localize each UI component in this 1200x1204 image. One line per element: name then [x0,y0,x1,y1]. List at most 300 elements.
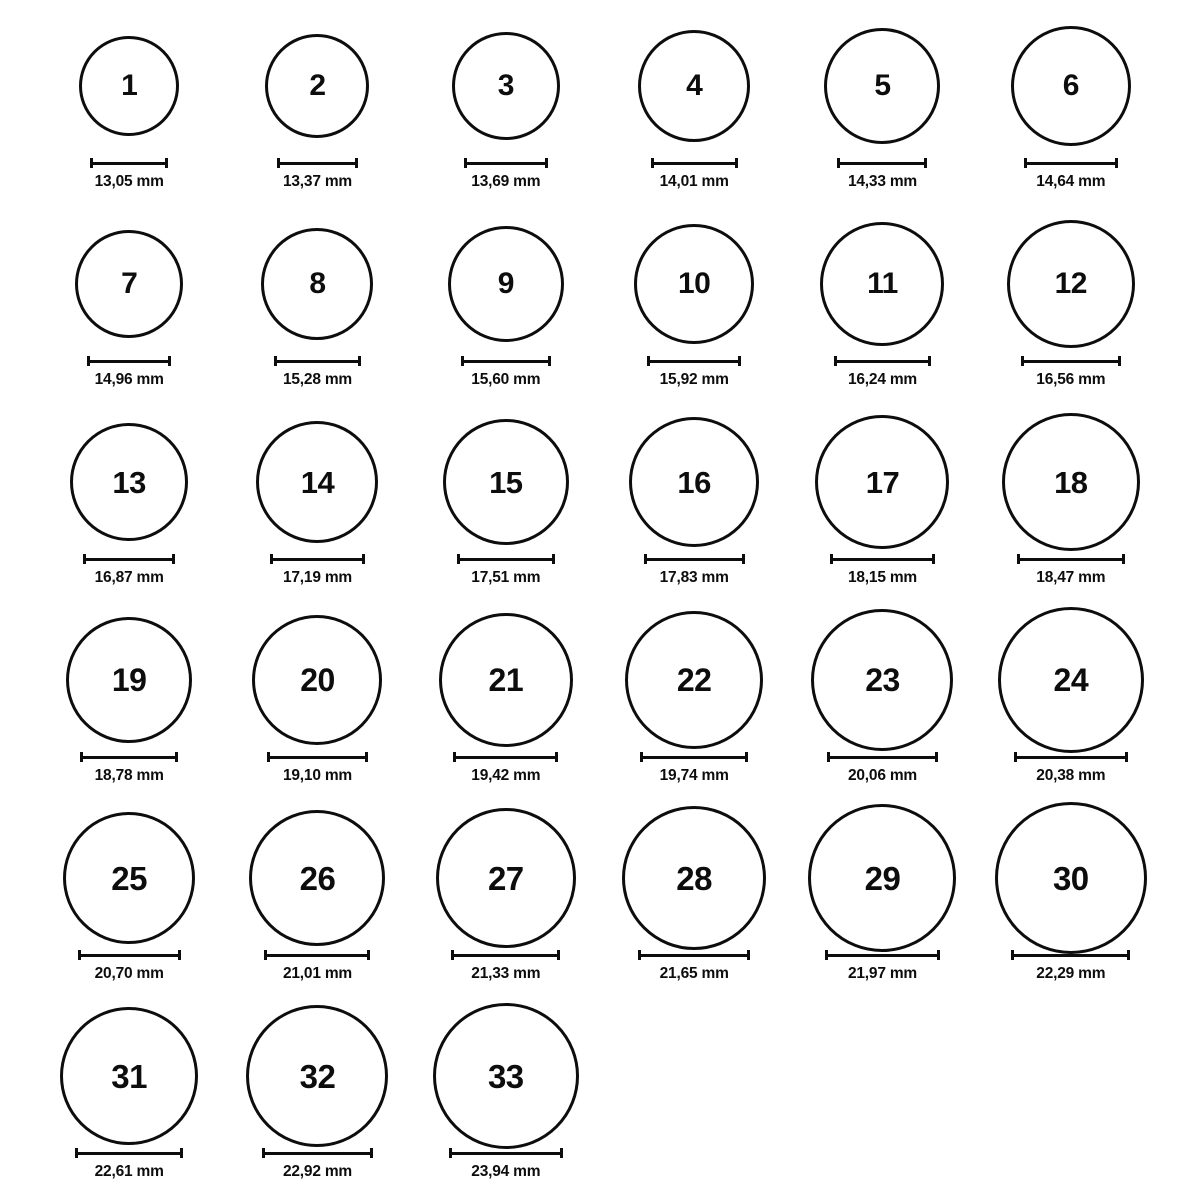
ruler-bar [87,360,171,363]
diameter-ruler-icon [827,752,938,762]
ring-circle-wrap [70,412,188,552]
ring-circle-wrap [638,16,750,156]
ring-measure [78,950,181,983]
ring-size-number: 14 [300,464,335,500]
ruler-end-cap-left [270,554,273,564]
ring-circle-wrap [75,214,183,354]
ring-measure [1024,158,1118,191]
ring-circle [66,617,192,743]
ring-circle-wrap [622,808,766,948]
ruler-end-cap-left [827,752,830,762]
ring-measure [1017,554,1125,587]
ring-circle-wrap [443,412,569,552]
ring-circle-wrap [63,808,195,948]
ring-measure [834,356,931,389]
ruler-end-cap-left [277,158,280,168]
ring-circle [808,804,956,952]
ruler-end-cap-right [548,356,551,366]
ruler-end-cap-left [651,158,654,168]
ring-size-cell [977,412,1165,610]
ring-measure [461,356,551,389]
ruler-end-cap-right [555,752,558,762]
diameter-label: 17,51 mm [471,569,541,586]
ring-circle [75,230,183,338]
ruler-end-cap-right [358,356,361,366]
ruler-end-cap-right [370,1148,373,1158]
ring-circle [998,607,1144,753]
ruler-bar [1021,360,1121,363]
ring-circle [433,1003,579,1149]
ruler-end-cap-right [928,356,931,366]
ruler-end-cap-left [87,356,90,366]
diameter-label: 17,19 mm [282,569,353,586]
ring-circle-wrap [256,412,378,552]
diameter-ruler-icon [830,554,935,564]
ruler-bar [825,954,940,957]
ruler-bar [1014,756,1128,759]
ruler-end-cap-left [449,1148,452,1158]
diameter-label: 16,24 mm [847,371,918,388]
ruler-end-cap-left [1011,950,1014,960]
ring-circle [815,415,949,549]
ring-circle [638,30,750,142]
ruler-end-cap-left [453,752,456,762]
ring-size-number: 1 [121,69,138,102]
ring-circle-wrap [1011,16,1131,156]
ring-measure [837,158,927,191]
diameter-ruler-icon [80,752,178,762]
ruler-end-cap-left [647,356,650,366]
ring-size-number: 32 [299,1057,336,1095]
ring-size-number: 15 [489,464,523,500]
diameter-ruler-icon [274,356,361,366]
ruler-end-cap-left [267,752,270,762]
ruler-end-cap-right [924,158,927,168]
diameter-label: 18,15 mm [847,569,918,586]
ring-size-number: 24 [1053,662,1089,698]
ring-size-number: 28 [676,859,713,897]
diameter-label: 16,87 mm [94,569,164,586]
ring-size-cell [412,610,600,808]
ring-size-number: 29 [864,859,901,897]
diameter-label: 20,70 mm [94,965,164,982]
ring-circle-wrap [1002,412,1140,552]
ring-circle-wrap [246,1006,388,1146]
diameter-ruler-icon [264,950,370,960]
diameter-ruler-icon [262,1148,373,1158]
ruler-end-cap-left [834,356,837,366]
diameter-label: 21,97 mm [847,965,918,982]
ring-measure [464,158,548,191]
ring-circle-wrap [252,610,382,750]
diameter-label: 15,92 mm [659,371,729,388]
diameter-ruler-icon [75,1148,183,1158]
diameter-ruler-icon [277,158,358,168]
diameter-label: 19,42 mm [471,767,541,784]
diameter-ruler-icon [1021,356,1121,366]
ring-measure [80,752,178,785]
diameter-label: 22,29 mm [1036,965,1106,982]
diameter-ruler-icon [453,752,558,762]
ruler-bar [1011,954,1130,957]
diameter-label: 14,64 mm [1036,173,1106,190]
ring-size-number: 9 [497,267,514,300]
ring-measure [453,752,558,785]
ruler-end-cap-left [457,554,460,564]
ring-size-grid [35,0,1165,1204]
diameter-ruler-icon [825,950,940,960]
ring-circle [261,228,373,340]
ruler-bar [449,1152,563,1155]
ring-size-cell [35,214,223,412]
diameter-ruler-icon [837,158,927,168]
ruler-bar [651,162,738,165]
ruler-end-cap-right [175,752,178,762]
ruler-bar [80,756,178,759]
diameter-ruler-icon [1024,158,1118,168]
diameter-label: 20,06 mm [847,767,918,784]
ring-size-number: 3 [497,69,514,102]
diameter-label: 19,74 mm [659,767,729,784]
ruler-end-cap-right [738,356,741,366]
ring-circle [448,226,564,342]
ruler-bar [461,360,551,363]
ruler-bar [75,1152,183,1155]
ring-circle [70,423,188,541]
ruler-end-cap-right [932,554,935,564]
ruler-end-cap-left [837,158,840,168]
ruler-end-cap-right [1127,950,1130,960]
ring-circle [1011,26,1131,146]
ring-measure [267,752,368,785]
ruler-bar [464,162,548,165]
ring-measure [640,752,748,785]
ring-measure [270,554,365,587]
ring-circle [811,609,953,751]
ring-size-cell [788,808,976,1006]
diameter-ruler-icon [1011,950,1130,960]
ruler-end-cap-right [365,752,368,762]
ring-size-cell [35,16,223,214]
diameter-label: 20,38 mm [1036,767,1106,784]
ring-size-cell [788,412,976,610]
ring-size-number: 16 [677,464,711,500]
ring-circle [824,28,940,144]
ruler-end-cap-left [640,752,643,762]
ruler-bar [264,954,370,957]
ring-circle-wrap [634,214,754,354]
ruler-bar [457,558,555,561]
ring-measure [830,554,935,587]
ring-circle [60,1007,198,1145]
ring-circle [439,613,573,747]
ruler-bar [827,756,938,759]
ruler-end-cap-left [461,356,464,366]
ring-measure [638,950,750,983]
ring-size-number: 25 [111,859,148,897]
ring-circle [443,419,569,545]
ruler-end-cap-right [355,158,358,168]
ring-measure [90,158,168,191]
ring-size-cell [35,808,223,1006]
ring-size-cell [412,412,600,610]
ring-size-cell [412,808,600,1006]
ruler-end-cap-right [742,554,745,564]
diameter-label: 13,37 mm [282,173,353,190]
ring-size-number: 20 [300,662,335,698]
diameter-ruler-icon [461,356,551,366]
diameter-label: 14,01 mm [659,173,729,190]
ring-circle [995,802,1147,954]
ring-measure [1014,752,1128,785]
ring-circle-wrap [629,412,759,552]
ring-size-number: 26 [299,859,336,897]
ruler-end-cap-left [274,356,277,366]
ring-size-cell [977,808,1165,1006]
diameter-ruler-icon [464,158,548,168]
diameter-label: 14,96 mm [94,371,164,388]
ring-circle [79,36,179,136]
ruler-end-cap-left [264,950,267,960]
ring-size-number: 18 [1054,464,1088,500]
ring-circle-wrap [433,1006,579,1146]
ruler-end-cap-left [1017,554,1020,564]
ruler-end-cap-right [168,356,171,366]
ring-circle [634,224,754,344]
diameter-ruler-icon [644,554,745,564]
ring-size-cell [35,412,223,610]
ring-circle [1007,220,1135,348]
ring-circle-wrap [808,808,956,948]
ring-measure [647,356,741,389]
ruler-bar [451,954,560,957]
ring-circle-wrap [998,610,1144,750]
diameter-label: 13,05 mm [94,173,164,190]
ruler-end-cap-right [1115,158,1118,168]
ring-size-number: 10 [677,267,711,300]
ring-size-number: 5 [874,69,891,102]
ring-circle-wrap [995,808,1147,948]
ruler-end-cap-right [545,158,548,168]
diameter-ruler-icon [451,950,560,960]
ring-size-number: 12 [1054,267,1087,300]
ring-circle [252,615,382,745]
ring-circle-wrap [625,610,763,750]
ruler-bar [90,162,168,165]
ruler-bar [1017,558,1125,561]
ring-circle-wrap [261,214,373,354]
ruler-bar [83,558,175,561]
diameter-label: 22,92 mm [282,1163,353,1180]
ring-circle [436,808,576,948]
ruler-end-cap-left [83,554,86,564]
ruler-end-cap-right [935,752,938,762]
ring-size-number: 7 [121,267,138,300]
ring-circle [625,611,763,749]
ruler-bar [647,360,741,363]
ruler-bar [830,558,935,561]
ring-circle [820,222,944,346]
ruler-end-cap-right [560,1148,563,1158]
ring-circle-wrap [820,214,944,354]
ring-size-cell [788,610,976,808]
ring-circle [246,1005,388,1147]
ring-measure [264,950,370,983]
ruler-end-cap-right [937,950,940,960]
ring-size-cell [412,16,600,214]
ruler-end-cap-right [178,950,181,960]
diameter-label: 23,94 mm [471,1163,541,1180]
ring-circle-wrap [824,16,940,156]
ring-circle-wrap [66,610,192,750]
ruler-end-cap-right [362,554,365,564]
diameter-ruler-icon [647,356,741,366]
diameter-ruler-icon [87,356,171,366]
ring-circle-wrap [452,16,560,156]
ring-size-cell [600,610,788,808]
ruler-end-cap-left [75,1148,78,1158]
ring-size-cell [223,1006,411,1204]
ring-circle [1002,413,1140,551]
ring-size-number: 2 [309,69,326,102]
ring-circle-wrap [249,808,385,948]
ruler-end-cap-left [830,554,833,564]
ring-size-cell [223,16,411,214]
diameter-ruler-icon [1017,554,1125,564]
diameter-ruler-icon [78,950,181,960]
ring-size-number: 19 [111,662,147,698]
ruler-end-cap-right [1125,752,1128,762]
ring-size-number: 4 [686,69,703,102]
ruler-end-cap-left [1024,158,1027,168]
ruler-end-cap-right [747,950,750,960]
ring-circle [622,806,766,950]
ruler-end-cap-right [165,158,168,168]
ring-size-number: 21 [488,662,524,698]
ruler-end-cap-right [557,950,560,960]
ring-circle [256,421,378,543]
ring-circle [249,810,385,946]
ruler-bar [274,360,361,363]
diameter-ruler-icon [651,158,738,168]
ruler-bar [267,756,368,759]
ruler-bar [277,162,358,165]
ruler-end-cap-right [367,950,370,960]
diameter-label: 13,69 mm [471,173,541,190]
ring-size-cell [223,808,411,1006]
ring-size-cell [977,610,1165,808]
diameter-ruler-icon [449,1148,563,1158]
ruler-end-cap-left [1014,752,1017,762]
ruler-bar [262,1152,373,1155]
diameter-ruler-icon [267,752,368,762]
ruler-end-cap-left [78,950,81,960]
ruler-end-cap-right [172,554,175,564]
ruler-end-cap-left [80,752,83,762]
ring-circle-wrap [436,808,576,948]
ring-size-number: 31 [111,1057,148,1095]
ring-measure [451,950,560,983]
ring-circle-wrap [79,16,179,156]
ruler-end-cap-left [262,1148,265,1158]
ring-circle-wrap [439,610,573,750]
diameter-label: 18,47 mm [1036,569,1106,586]
ruler-end-cap-left [1021,356,1024,366]
ring-size-cell [600,214,788,412]
ring-circle-wrap [448,214,564,354]
ring-size-number: 13 [112,464,146,500]
diameter-label: 15,28 mm [282,371,353,388]
ruler-bar [1024,162,1118,165]
ruler-end-cap-right [180,1148,183,1158]
diameter-label: 21,33 mm [471,965,541,982]
ruler-bar [837,162,927,165]
ruler-end-cap-left [644,554,647,564]
diameter-label: 18,78 mm [94,767,164,784]
ring-size-cell [977,214,1165,412]
diameter-ruler-icon [90,158,168,168]
ruler-end-cap-left [464,158,467,168]
ring-size-cell [35,610,223,808]
diameter-label: 15,60 mm [471,371,541,388]
diameter-label: 21,65 mm [659,965,729,982]
ruler-end-cap-left [451,950,454,960]
ring-circle-wrap [265,16,369,156]
ruler-end-cap-left [638,950,641,960]
ring-size-number: 17 [865,464,900,500]
ring-size-cell [600,412,788,610]
diameter-label: 16,56 mm [1036,371,1106,388]
ring-circle [452,32,560,140]
diameter-ruler-icon [640,752,748,762]
diameter-label: 21,01 mm [282,965,353,982]
ring-measure [75,1148,183,1181]
diameter-label: 14,33 mm [847,173,918,190]
ring-circle [63,812,195,944]
ruler-bar [640,756,748,759]
ruler-bar [644,558,745,561]
ring-measure [825,950,940,983]
ruler-end-cap-right [1118,356,1121,366]
diameter-ruler-icon [83,554,175,564]
ring-circle [629,417,759,547]
ruler-end-cap-left [90,158,93,168]
diameter-label: 19,10 mm [282,767,353,784]
ring-size-cell [35,1006,223,1204]
ring-size-cell [412,214,600,412]
ruler-bar [270,558,365,561]
ring-size-cell [412,1006,600,1204]
ring-measure [449,1148,563,1181]
ring-size-cell [600,16,788,214]
ruler-bar [453,756,558,759]
ring-size-cell [788,16,976,214]
ruler-bar [78,954,181,957]
ring-measure [644,554,745,587]
ruler-end-cap-right [745,752,748,762]
ring-size-number: 6 [1062,69,1079,102]
ring-circle-wrap [1007,214,1135,354]
ring-circle [265,34,369,138]
diameter-ruler-icon [834,356,931,366]
ruler-end-cap-right [1122,554,1125,564]
ring-size-number: 23 [865,662,900,698]
diameter-ruler-icon [270,554,365,564]
ring-size-cell [223,214,411,412]
ring-size-cell [977,16,1165,214]
diameter-label: 17,83 mm [659,569,729,586]
diameter-ruler-icon [457,554,555,564]
